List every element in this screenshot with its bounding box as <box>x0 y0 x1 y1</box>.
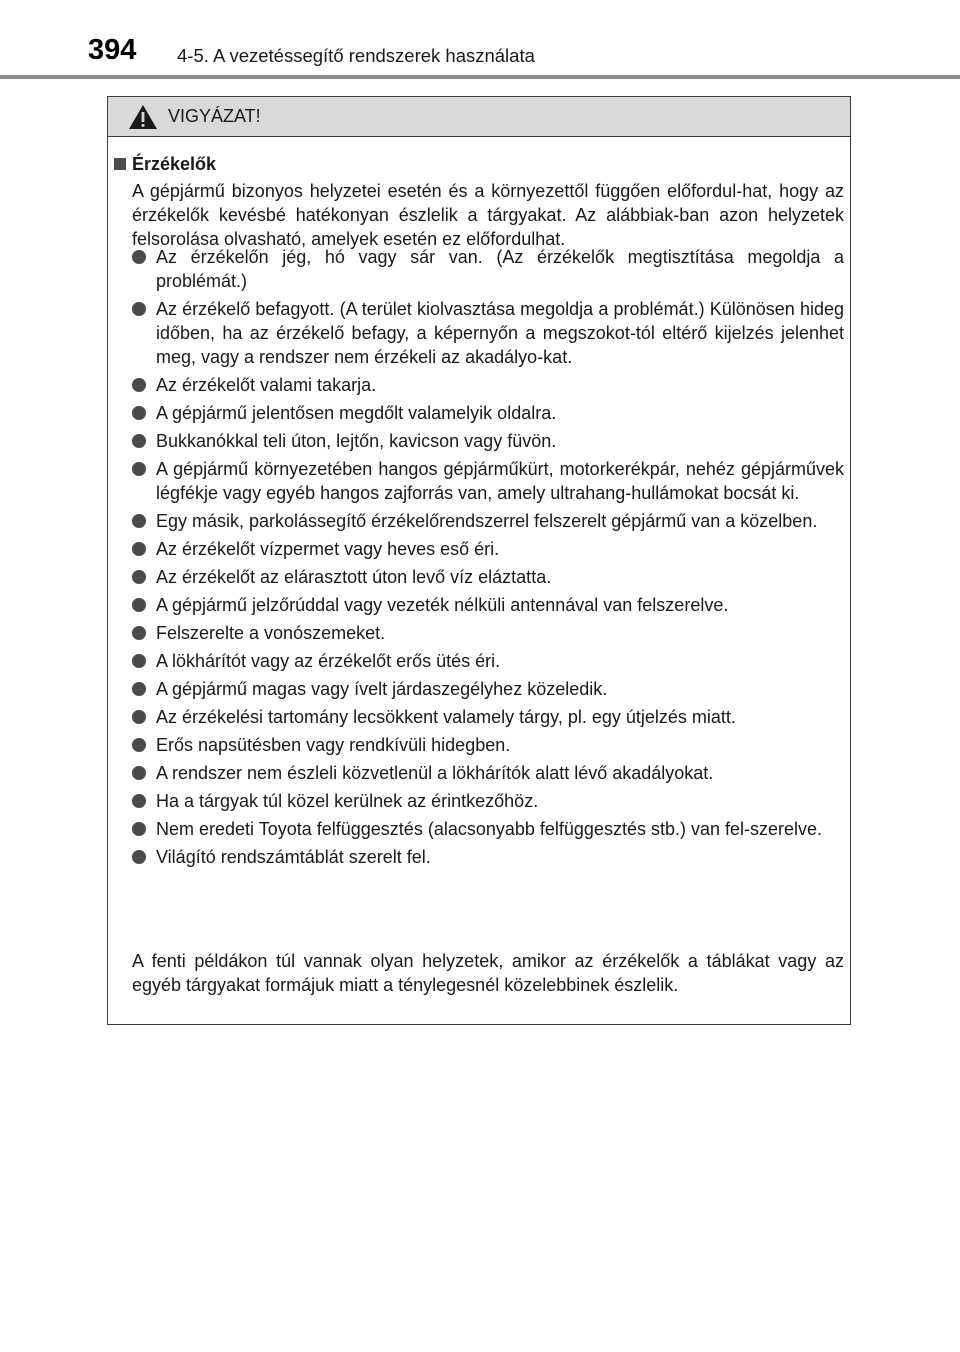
list-item-text: A gépjármű jelentősen megdőlt valamelyik oldalra. <box>156 403 557 423</box>
list-item <box>108 789 844 813</box>
section-heading-text: Érzékelők <box>132 154 217 174</box>
list-item <box>108 677 844 701</box>
list-item-text: A rendszer nem észleli közvetlenül a lökhárítók alatt lévő akadályokat. <box>156 763 714 783</box>
bullet-dot-icon <box>132 406 146 420</box>
bullet-dot-icon <box>132 710 146 724</box>
bullet-dot-icon <box>132 570 146 584</box>
list-item-text: A gépjármű magas vagy ívelt járdaszegélyhez közeledik. <box>156 679 608 699</box>
list-item-text: Az érzékelőt vízpermet vagy heves eső éri. <box>156 539 500 559</box>
bullet-dot-icon <box>132 766 146 780</box>
list-item-text: Az érzékelő befagyott. (A terület kiolvasztása megoldja a problémát.) Különösen hideg időben, ha az érzékelő befagy, a képernyőn a megszokot-tól eltérő kijelzés jelenhet meg, vagy a rendszer nem érzékeli az akadályo-kat. <box>156 299 844 367</box>
intro-paragraph: A gépjármű bizonyos helyzetei esetén és a környezettől függően előfordul-hat, hogy az érzékelők kevésbé hatékonyan észlelik a tárgyakat. Az alábbiak-ban azon helyzetek felsorolása olvasható, amelyek esetén ez előfordulhat. <box>132 181 844 249</box>
bullet-dot-icon <box>132 682 146 696</box>
list-item-text: Nem eredeti Toyota felfüggesztés (alacsonyabb felfüggesztés stb.) van fel-szerelve. <box>156 819 823 839</box>
list-item <box>108 401 844 425</box>
condition-list <box>108 245 850 873</box>
list-item <box>108 509 844 533</box>
closing-paragraph: A fenti példákon túl vannak olyan helyzetek, amikor az érzékelők a táblákat vagy az egyéb tárgyakat formájuk miatt a ténylegesnél közelebbinek észlelik. <box>132 951 844 995</box>
bullet-dot-icon <box>132 794 146 808</box>
list-item-text: Felszerelte a vonószemeket. <box>156 623 386 643</box>
list-item-text: Az érzékelőt valami takarja. <box>156 375 377 395</box>
bullet-dot-icon <box>132 250 146 264</box>
bullet-dot-icon <box>132 822 146 836</box>
list-item-text: Egy másik, parkolássegítő érzékelőrendszerrel felszerelt gépjármű van a közelben. <box>156 511 818 531</box>
bullet-dot-icon <box>132 302 146 316</box>
list-item <box>108 621 844 645</box>
list-item <box>108 565 844 589</box>
list-item-text: Az érzékelőn jég, hó vagy sár van. (Az érzékelők megtisztítása megoldja a problémát.) <box>156 247 844 291</box>
header-rule <box>0 75 960 79</box>
section-title: 4-5. A vezetéssegítő rendszerek használata <box>177 45 535 66</box>
caution-box <box>107 96 851 1025</box>
list-item-text: Ha a tárgyak túl közel kerülnek az érintkezőhöz. <box>156 791 539 811</box>
bullet-dot-icon <box>132 434 146 448</box>
list-item <box>108 733 844 757</box>
list-item <box>108 761 844 785</box>
square-bullet-icon <box>114 158 126 170</box>
list-item <box>108 297 844 369</box>
list-item <box>108 537 844 561</box>
list-item <box>108 593 844 617</box>
bullet-dot-icon <box>132 850 146 864</box>
list-item <box>108 705 844 729</box>
page-number: 394 <box>88 34 137 66</box>
list-item-text: A lökhárítót vagy az érzékelőt erős ütés éri. <box>156 651 501 671</box>
list-item-text: Erős napsütésben vagy rendkívüli hidegben. <box>156 735 511 755</box>
list-item <box>108 245 844 293</box>
caution-header <box>108 97 850 137</box>
list-item <box>108 649 844 673</box>
bullet-dot-icon <box>132 738 146 752</box>
list-item-text: Az érzékelési tartomány lecsökkent valamely tárgy, pl. egy útjelzés miatt. <box>156 707 736 727</box>
list-item <box>108 817 844 841</box>
bullet-dot-icon <box>132 654 146 668</box>
section-heading <box>114 155 216 173</box>
bullet-dot-icon <box>132 542 146 556</box>
caution-label: VIGYÁZAT! <box>168 106 261 126</box>
bullet-dot-icon <box>132 462 146 476</box>
list-item-text: Világító rendszámtáblát szerelt fel. <box>156 847 431 867</box>
bullet-dot-icon <box>132 598 146 612</box>
list-item <box>108 429 844 453</box>
bullet-dot-icon <box>132 378 146 392</box>
page-header <box>0 0 960 80</box>
warning-triangle-icon <box>128 104 158 130</box>
bullet-dot-icon <box>132 514 146 528</box>
list-item-text: Az érzékelőt az elárasztott úton levő víz eláztatta. <box>156 567 552 587</box>
list-item <box>108 457 844 505</box>
bullet-dot-icon <box>132 626 146 640</box>
list-item-text: Bukkanókkal teli úton, lejtőn, kavicson vagy füvön. <box>156 431 557 451</box>
list-item <box>108 373 844 397</box>
list-item <box>108 845 844 869</box>
list-item-text: A gépjármű környezetében hangos gépjárműkürt, motorkerékpár, nehéz gépjárművek légfékje vagy egyéb hangos zajforrás van, amely ultrahang-hullámokat bocsát ki. <box>156 459 844 503</box>
list-item-text: A gépjármű jelzőrúddal vagy vezeték nélküli antennával van felszerelve. <box>156 595 729 615</box>
